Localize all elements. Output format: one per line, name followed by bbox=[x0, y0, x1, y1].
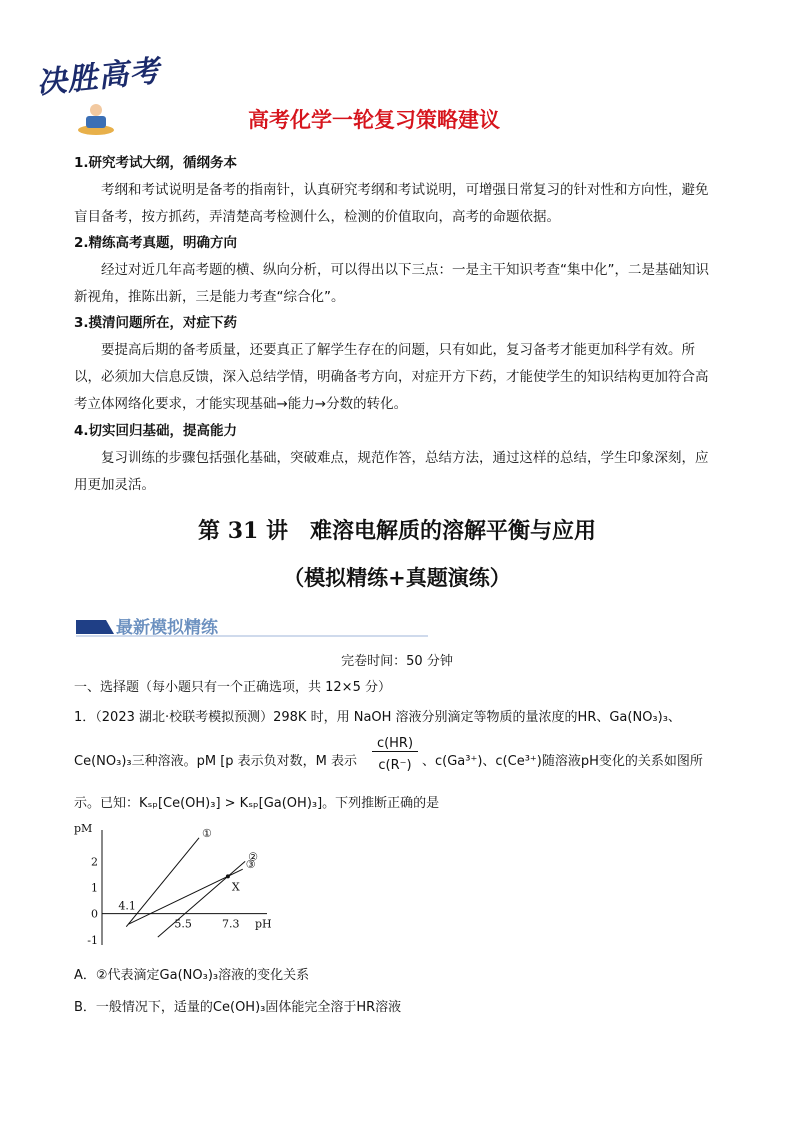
series-line-3 bbox=[129, 869, 243, 924]
question-line-2b: 、c(Ga³⁺)、c(Ce³⁺)随溶液pH变化的关系如图所 bbox=[422, 754, 703, 769]
section-heading-4: 4.切实回归基础，提高能力 bbox=[74, 423, 238, 439]
y-axis-label: pM bbox=[74, 822, 93, 835]
question-line-2a: Ce(NO₃)₃三种溶液。pM [p 表示负对数，M 表示 bbox=[74, 754, 358, 769]
section-heading-2: 2.精练高考真题，明确方向 bbox=[74, 235, 238, 251]
series-label-3: ③ bbox=[245, 858, 256, 872]
lecture-subtitle: （模拟精练+真题演练） bbox=[283, 565, 511, 590]
series-label-2: ② bbox=[248, 850, 259, 864]
section-body-3: 要提高后期的备考质量，还要真正了解学生存在的问题，只有如此，复习备考才能更加科学有效。所以，必须加大信息反馈，深入总结学情，明确备考方向，对症开方下药，才能使学生的知识结构更加符合高考立体网络化要求，才能实现基础→能力→分数的转化。 bbox=[74, 342, 709, 412]
part-title: 一、选择题（每小题只有一个正确选项，共 12×5 分） bbox=[74, 680, 391, 695]
section-body-4: 复习训练的步骤包括强化基础，突破难点，规范作答，总结方法，通过这样的总结，学生印象深刻，应用更加灵活。 bbox=[74, 450, 709, 493]
ph-pm-chart bbox=[72, 820, 272, 955]
section-heading-1: 1.研究考试大纲，循纲务本 bbox=[74, 155, 238, 171]
y-tick-label: 1 bbox=[91, 881, 98, 895]
x-tick-label: 4.1 bbox=[118, 899, 136, 913]
x-axis-label: pH bbox=[255, 917, 272, 931]
lecture-title: 第 31 讲 难溶电解质的溶解平衡与应用 bbox=[198, 518, 596, 544]
section-body-2: 经过对近几年高考题的横、纵向分析，可以得出以下三点：一是主干知识考查“集中化”，二是基础知识新视角，推陈出新，三是能力考查“综合化”。 bbox=[74, 262, 709, 305]
intersection-label: X bbox=[231, 880, 240, 894]
question-line-3: 示。已知：Kₛₚ[Ce(OH)₃] > Kₛₚ[Ga(OH)₃]。下列推断正确的是 bbox=[74, 796, 440, 811]
section-body-1: 考纲和考试说明是备考的指南针，认真研究考纲和考试说明，可增强日常复习的针对性和方向性，避免盲目备考，按方抓药，弄清楚高考检测什么，检测的价值取向，高考的命题依据。 bbox=[74, 182, 709, 225]
option-a: A．②代表滴定Ga(NO₃)₃溶液的变化关系 bbox=[74, 968, 310, 983]
fraction-numerator: c(HR) bbox=[372, 736, 418, 752]
intersection-point bbox=[226, 874, 230, 878]
page-title: 高考化学一轮复习策略建议 bbox=[248, 108, 500, 132]
section-banner-label: 最新模拟精练 bbox=[116, 618, 218, 638]
y-tick-label: 0 bbox=[91, 907, 98, 921]
y-tick-label: -1 bbox=[87, 933, 98, 947]
y-tick-label: 2 bbox=[91, 855, 98, 869]
fraction-denominator: c(R⁻) bbox=[378, 758, 412, 773]
option-b: B．一般情况下，适量的Ce(OH)₃固体能完全溶于HR溶液 bbox=[74, 1000, 402, 1015]
logo-text: 决胜高考 bbox=[34, 53, 162, 102]
section-heading-3: 3.摸清问题所在，对症下药 bbox=[74, 315, 238, 331]
time-note: 完卷时间：50 分钟 bbox=[341, 654, 453, 669]
x-tick-label: 5.5 bbox=[174, 917, 192, 931]
question-line-1: 1．（2023 湖北·校联考模拟预测）298K 时，用 NaOH 溶液分别滴定等物质的量浓度的HR、Ga(NO₃)₃、 bbox=[74, 710, 681, 725]
x-tick-label: 7.3 bbox=[222, 917, 240, 931]
series-label-1: ① bbox=[202, 826, 212, 840]
